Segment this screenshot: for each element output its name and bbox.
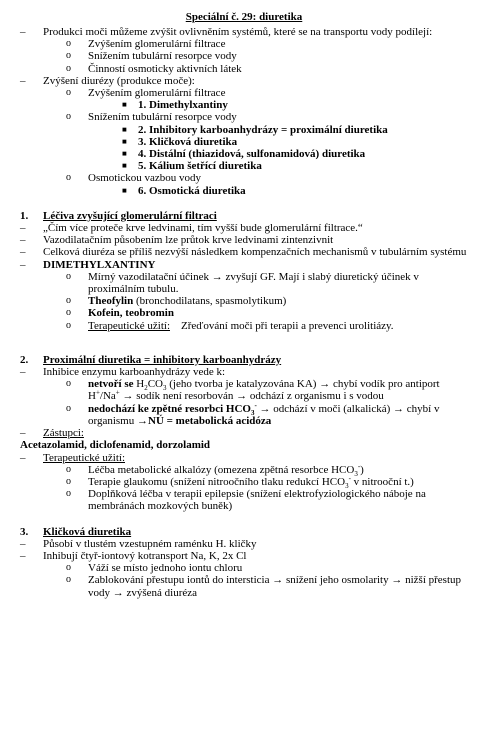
list-item: – Zástupci: (20, 427, 84, 440)
list-item: o Mírný vazodilatační účinek → zvyšují GF. Mají i slabý diuretický účinek v proximálním tubulu. (66, 270, 419, 296)
list-item: – Působí v tlustém vzestupném raménku H. kličky (20, 537, 257, 550)
dash-bullet: – (20, 366, 26, 379)
list-item: ■ 1. Dimethylxantiny (122, 99, 228, 112)
list-item: o Váží se místo jednoho iontu chloru (66, 562, 243, 575)
circle-bullet: o (66, 172, 71, 184)
list-item: ■ 6. Osmotická diuretika (122, 184, 246, 197)
list-item: o Terapie glaukomu (snížení nitroočního tlaku redukcí $HCO_3^-$ v nitrooční t.) (66, 474, 414, 491)
list-item: o netvoří se $H_2CO_3$ (jeho tvorba je katalyzována KA) → chybí vodík pro antiport H+/Na+ → sodík není resorbován → odchází z organismu i s vodou (66, 378, 440, 403)
list-item: o Činností osmoticky aktivních látek (66, 62, 242, 75)
list-item: – Terapeutické užití: (20, 451, 125, 464)
list-item: – DIMETHYLXANTINY (20, 258, 156, 271)
dash-bullet: – (20, 246, 26, 259)
list-item: – Inhibice enzymu karboanhydrázy vede k: (20, 366, 226, 379)
list-item: – „Čím více proteče krve ledvinami, tím vyšší bude glomerulární filtrace.“ (20, 222, 363, 235)
list-item: – Vazodilatačním působením lze průtok krve ledvinami zintenzivnit (20, 234, 334, 247)
circle-bullet: o (66, 307, 71, 319)
square-bullet: ■ (122, 100, 127, 110)
list-item: o Léčba metabolické alkalózy (omezena zpětná resorbce $HCO_3^-$) (66, 462, 364, 478)
dash-bullet: – (20, 74, 26, 87)
circle-bullet: o (66, 38, 71, 50)
dash-bullet: – (20, 258, 26, 271)
list-item: – Zvýšení diurézy (produkce moče): (20, 74, 195, 87)
list-item: o Terapeutické užití: Zřeďování moči při terapii a prevenci urolitiázy. (66, 319, 394, 332)
circle-bullet: o (66, 270, 71, 282)
dash-bullet: – (20, 26, 26, 38)
dash-bullet: – (20, 451, 26, 464)
circle-bullet: o (66, 295, 71, 307)
list-item: ■ 4. Distální (thiazidová, sulfonamidová) diuretika (122, 148, 366, 161)
list-item: ■ 5. Kálium šetřící diuretika (122, 160, 262, 173)
list-item: o Snížením tubulární resorpce vody (66, 50, 237, 63)
list-item: – Celková diuréza se příliš nezvýší následkem kompenzačních mechanismů v tubulárním systému (20, 246, 467, 259)
dash-bullet: – (20, 537, 26, 550)
circle-bullet: o (66, 488, 71, 500)
circle-bullet: o (66, 87, 71, 99)
square-bullet: ■ (122, 185, 127, 195)
list-item: o Zvýšením glomerulární filtrace (66, 87, 226, 100)
circle-bullet: o (66, 378, 71, 390)
list-item: o Zvýšením glomerulární filtrace (66, 38, 226, 51)
list-item: ■ 3. Kličková diuretika (122, 135, 238, 148)
circle-bullet: o (66, 62, 71, 74)
page-title: Speciální č. 29: diuretika (185, 11, 303, 23)
square-bullet: ■ (122, 149, 127, 159)
list-item: o Osmotickou vazbou vody (66, 172, 202, 185)
circle-bullet: o (66, 319, 71, 331)
list-item: – Inhibují čtyř-iontový kotransport Na, K, 2x Cl (20, 549, 247, 562)
dash-bullet: – (20, 234, 26, 247)
circle-bullet: o (66, 463, 71, 475)
dash-bullet: – (20, 549, 26, 562)
list-item: o Theofylin (bronchodilatans, spasmolytikum) (66, 295, 287, 308)
list-item: o Snížením tubulární resorpce vody (66, 111, 237, 124)
circle-bullet: o (66, 402, 71, 414)
section-heading: 2. Proximální diuretika = inhibitory karboanhydrázy (20, 353, 282, 366)
section-heading: 3. Kličková diuretika (20, 525, 132, 538)
circle-bullet: o (66, 111, 71, 123)
list-item: o nedochází ke zpětné resorbci $HCO_3^-$ → odchází v moči (alkalická) → chybí v organismu →NÚ = metabolická acidóza (66, 401, 440, 427)
list-item: o Kofein, teobromin (66, 307, 174, 320)
list-item: ■ 2. Inhibitory karboanhydrázy = proximální diuretika (122, 123, 388, 136)
square-bullet: ■ (122, 161, 127, 171)
list-item: – Produkci moči můžeme zvýšit ovlivněním systémů, které se na transportu vody podílejí: (20, 26, 433, 38)
list-item: Acetazolamid, diclofenamid, dorzolamid (20, 439, 211, 452)
circle-bullet: o (66, 574, 71, 586)
circle-bullet: o (66, 50, 71, 62)
circle-bullet: o (66, 562, 71, 574)
circle-bullet: o (66, 475, 71, 487)
section-heading: 1. Léčiva zvyšující glomerulární filtraci (20, 209, 217, 222)
dash-bullet: – (20, 222, 26, 235)
list-item: o Doplňková léčba v terapii epilepsie (snížení elektrofyziologického náboje na membránách mozkových buněk) (66, 488, 426, 513)
square-bullet: ■ (122, 136, 127, 146)
dash-bullet: – (20, 427, 26, 440)
square-bullet: ■ (122, 124, 127, 134)
list-item: o Zablokování přestupu iontů do intersticia → snížení jeho osmolarity → nižší přestup vody → zvýšená diuréza (66, 574, 462, 599)
